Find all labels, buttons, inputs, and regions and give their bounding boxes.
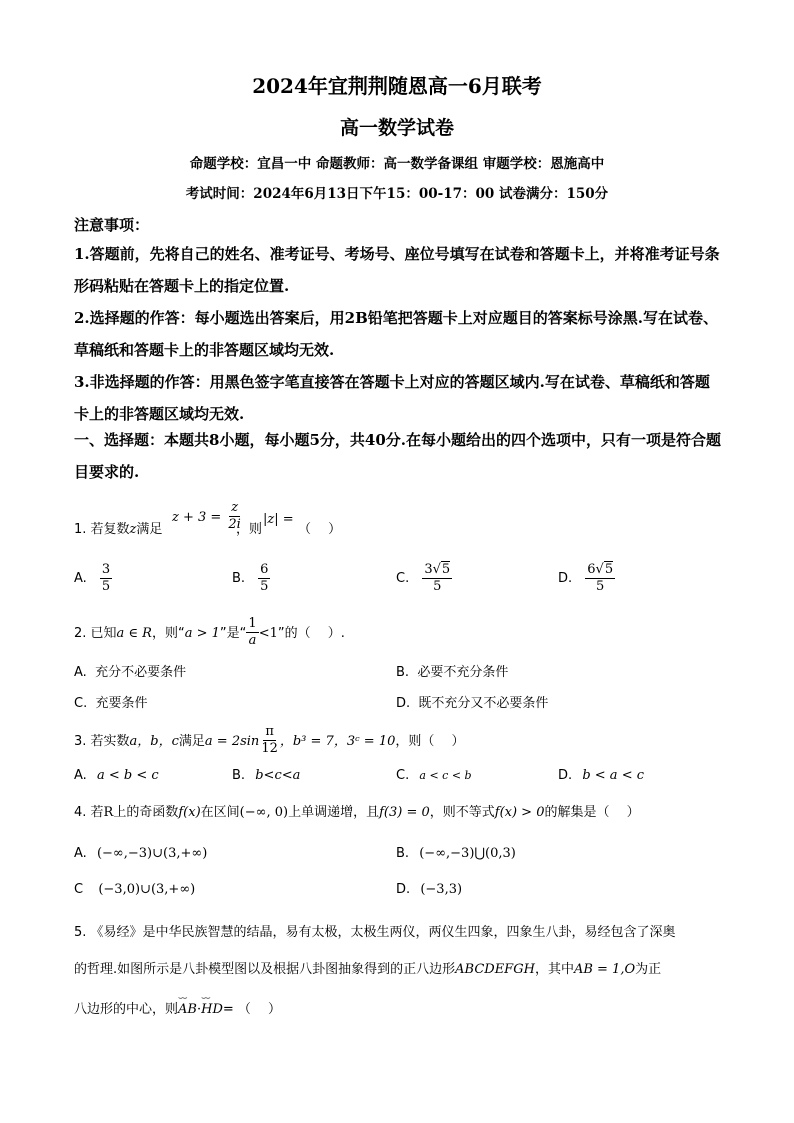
question-2: 2. 已知a ∈ R，则“a > 1”是“ $\frac{1}{a}$ <1”的（ ）. bbox=[74, 616, 345, 648]
q3-option-b: B. b<c<a bbox=[232, 768, 301, 783]
q3-option-d: D. b < a < c bbox=[558, 768, 644, 783]
exam-authors-line: 命题学校：宜昌一中 命题教师：高一数学备课组 审题学校：恩施高中 bbox=[189, 156, 605, 172]
q1-option-a: A. $\frac{3}{5}$ bbox=[74, 562, 111, 594]
q2-option-b: B. 必要不充分条件 bbox=[396, 665, 509, 680]
question-5-line2: 的哲理.如图所示是八卦模型图以及根据八卦图抽象得到的正八边形ABCDEFGH，其中AB = 1,O为正 bbox=[74, 962, 662, 977]
question-3: 3. 若实数a，b，c满足a = 2sin $\frac{\pi}{12}$ ，b³ = 7，3ᶜ = 10，则（ ） bbox=[74, 724, 465, 756]
note-item-1: 1.答题前，先将自己的姓名、准考证号、考场号、座位号填写在试卷和答题卡上，并将准考证号条形码粘贴在答题卡上的指定位置. bbox=[74, 245, 720, 295]
question-4: 4. 若R上的奇函数f(x)在区间(−∞, 0)上单调递增，且f(3) = 0，则不等式f(x) > 0的解集是（ ） bbox=[74, 805, 640, 820]
q1-option-b: B. $\frac{6}{5}$ bbox=[232, 562, 269, 594]
q2-option-a: A. 充分不必要条件 bbox=[74, 665, 187, 680]
exam-title: 2024年宜荆荆随恩高一6月联考 bbox=[252, 74, 542, 98]
note-item-2: 2.选择题的作答：每小题选出答案后，用2B铅笔把答题卡上对应题目的答案标号涂黑.写在试卷、草稿纸和答题卡上的非答题区域均无效. bbox=[74, 309, 719, 359]
q1-equation bbox=[172, 500, 243, 533]
q3-option-a: A. a < b < c bbox=[74, 768, 159, 783]
q1-option-c: C. $\frac{3√5}{5}$ bbox=[396, 562, 451, 594]
q1-mid: 满足 bbox=[136, 522, 163, 537]
q1-paren: （ ） bbox=[298, 522, 342, 537]
q2-option-d: D. 既不充分又不必要条件 bbox=[396, 696, 549, 711]
section-heading: 一、选择题：本题共8小题，每小题5分，共40分.在每小题给出的四个选项中，只有一项是符合题目要求的. bbox=[74, 431, 721, 481]
q1-option-d: D. $\frac{6√5}{5}$ bbox=[558, 562, 614, 594]
q1-eq-left: z + 3 = bbox=[172, 510, 222, 525]
q4-option-c: C (−3,0)∪(3,+∞) bbox=[74, 882, 196, 897]
q2-option-c: C. 充要条件 bbox=[74, 696, 148, 711]
q1-prefix: 1. 若复数 bbox=[74, 522, 130, 537]
q4-option-d: D. (−3,3) bbox=[396, 882, 463, 897]
exam-time-line: 考试时间：2024年6月13日下午15：00-17：00 试卷满分：150分 bbox=[185, 186, 609, 202]
q1-abs-z: |z| = bbox=[263, 512, 294, 527]
q4-option-a: A. (−∞,−3)∪(3,+∞) bbox=[74, 846, 208, 861]
q1-var: z bbox=[129, 522, 137, 537]
exam-subtitle: 高一数学试卷 bbox=[339, 117, 454, 139]
q1-fraction: $\frac{z}{2i}$ bbox=[228, 500, 241, 532]
question-5-line1: 5. 《易经》是中华民族智慧的结晶，易有太极，太极生两仪，两仪生四象，四象生八卦，易经包含了深奥 bbox=[74, 925, 676, 940]
notes-heading: 注意事项： bbox=[74, 216, 150, 234]
question-5-line3: 八边形的中心，则⌣⌣ AB·⌣⌣ HD= （ ） bbox=[74, 998, 281, 1017]
vector-hd: ⌣⌣ HD bbox=[201, 1002, 223, 1017]
q4-option-b: B. (−∞,−3)⋃(0,3) bbox=[396, 846, 516, 861]
note-item-3: 3.非选择题的作答：用黑色签字笔直接答在答题卡上对应的答题区域内.写在试卷、草稿纸和答题卡上的非答题区域均无效. bbox=[74, 373, 710, 423]
q1-tail: ，则 bbox=[236, 522, 263, 537]
question-1 bbox=[74, 518, 162, 537]
q3-option-c: C. a < c < b bbox=[396, 768, 472, 783]
vector-ab: ⌣⌣ AB bbox=[178, 1002, 197, 1017]
